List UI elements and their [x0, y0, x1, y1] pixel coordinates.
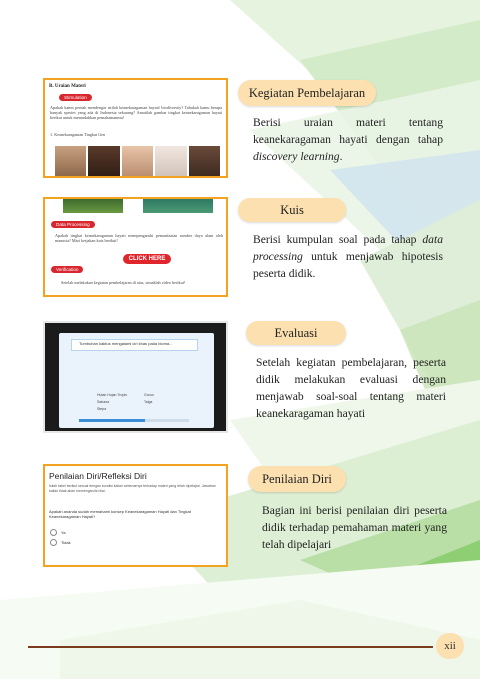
radio-circle-icon [50, 529, 57, 536]
page-number: xii [436, 633, 464, 659]
uraian-materi-text: Apakah kamu pernah mendengar istilah keanekaragaman hayati/ biodiversity? Tahukah kamu berapa banyak spesies yang ada di Indonesia sekarang? Amatilah gambar tingkat keanekaragaman hayati berikut untuk memudahkan pemahamanmu! [50, 105, 222, 121]
click-here-button[interactable]: CLICK HERE [123, 254, 171, 264]
desc-italic: discovery learning [253, 150, 340, 163]
desc-kuis [253, 231, 443, 282]
radio-tidak-label: Tidak [61, 540, 71, 545]
faces-image [55, 146, 220, 178]
screenshot-evaluasi [43, 321, 228, 433]
option-2[interactable]: Gurun [144, 393, 154, 397]
option-3[interactable]: Sabana [97, 400, 110, 404]
desc-tail: untuk menjawab hipotesis peserta didik. [253, 250, 443, 280]
form-question: Apakah ananda sudah memahami konsep Keanekaragaman Hayati dan Tingkat Keanekaragaman Hayati? [49, 509, 191, 519]
tingkat-gen-subheading: 1. Keanekaragaman Tingkat Gen [50, 132, 106, 137]
desc-text: Setelah kegiatan pembelajaran, peserta didik melakukan evaluasi dengan menjawab soal-soal tentang materi keanekaragaman hayati [256, 356, 446, 420]
option-1[interactable]: Hutan Hujan Tropis [97, 393, 127, 397]
data-processing-tag: Data Processing [51, 221, 95, 228]
desc-text: Berisi uraian materi tentang keanekaragaman hayati dengan tahap [253, 116, 443, 146]
desc-text: Bagian ini berisi penilaian diri peserta didik terhadap pemahaman materi yang telah dipelajari [262, 504, 447, 551]
option-4[interactable]: Taiga [144, 400, 153, 404]
desc-evaluasi [256, 354, 446, 422]
quiz-panel [59, 333, 214, 428]
forest-image [63, 199, 123, 213]
footer-line [28, 646, 433, 648]
title-penilaian-diri: Penilaian Diri [248, 466, 346, 492]
title-evaluasi: Evaluasi [246, 321, 346, 345]
verification-text: Setelah melakukan kegiatan pembelajaran di atas, simaklah video berikut! [61, 280, 186, 285]
form-title: Penilaian Diri/Refleksi Diri [49, 471, 147, 481]
form-intro: Isilah tabel berikut sesuai dengan kondisi kalian sebenarnya terhadap materi yang telah dipelajari. Jawaban kalian tidak akan memengaruhi nilai. [49, 484, 216, 493]
kuis-text: Apakah tingkat keanekaragaman hayati mempengaruhi pemanfaatan sumber daya alam oleh manusia? Mari kerjakan kuis berikut! [55, 233, 223, 244]
screenshot-uraian-materi [43, 78, 228, 178]
title-kegiatan-pembelajaran: Kegiatan Pembelajaran [238, 80, 376, 106]
progress-bar [79, 419, 189, 422]
stimulation-tag: Stimulation [59, 94, 92, 101]
radio-circle-icon [50, 539, 57, 546]
desc-kegiatan-pembelajaran [253, 114, 443, 165]
desc-text: Berisi kumpulan soal pada tahap [253, 233, 423, 246]
screenshot-kuis [43, 197, 228, 297]
option-5[interactable]: Stepa [97, 407, 107, 411]
screenshot-penilaian-diri [43, 464, 228, 567]
radio-ya-label: Ya [61, 530, 66, 535]
title-kuis: Kuis [238, 198, 346, 222]
uraian-materi-heading: B. Uraian Materi [49, 84, 86, 89]
desc-italic: data processing [253, 233, 443, 263]
verification-tag: Verification [51, 266, 83, 273]
radio-tidak[interactable] [50, 539, 71, 546]
radio-ya[interactable] [50, 529, 66, 536]
desc-tail: . [339, 150, 343, 163]
desc-penilaian-diri [262, 502, 447, 553]
sea-image [143, 199, 213, 213]
quiz-question: Tumbuhan kaktus mengalami ciri khas pada bioma... [79, 341, 173, 346]
